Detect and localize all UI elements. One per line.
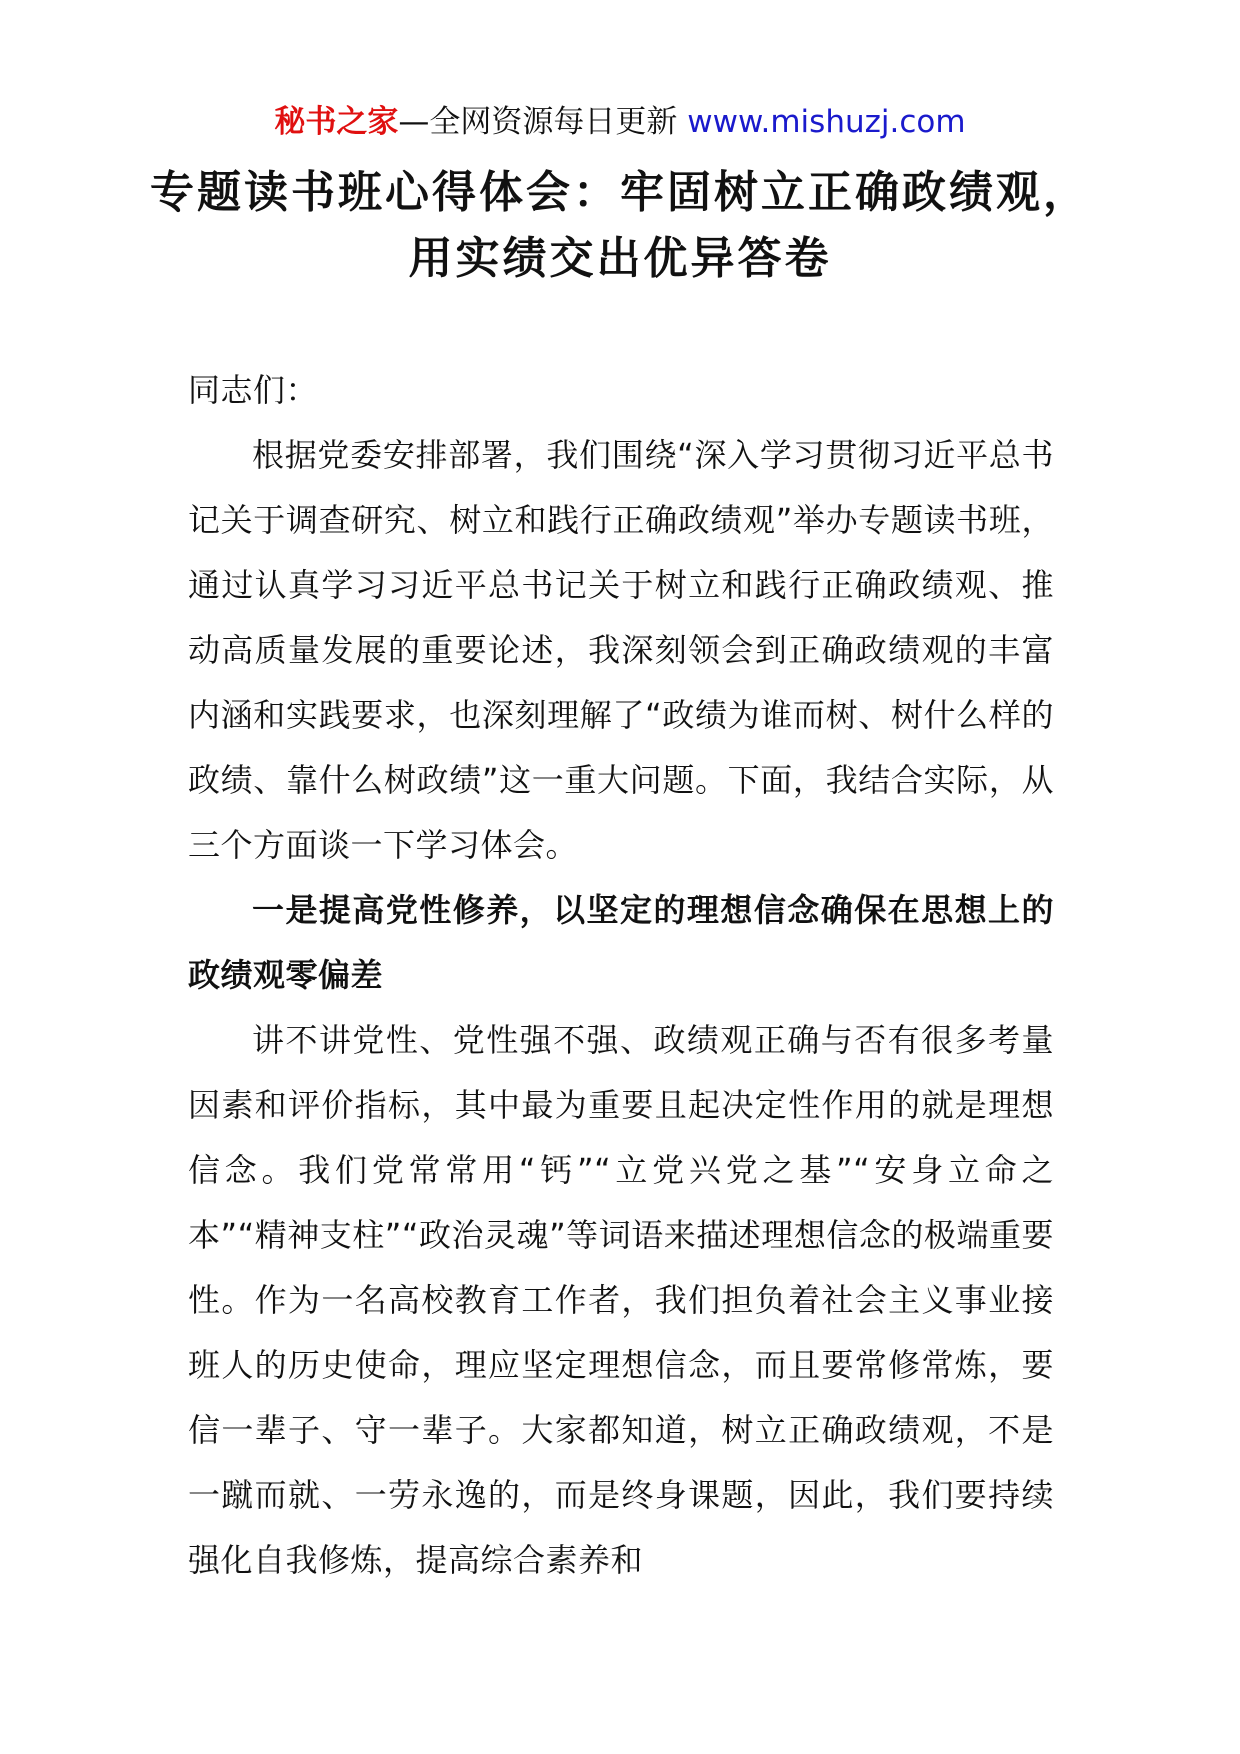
- salutation: 同志们：: [188, 371, 319, 409]
- site-url-link[interactable]: www.mishuzj.com: [687, 104, 966, 140]
- site-header: [0, 100, 1240, 144]
- document-body: [188, 358, 1054, 1593]
- body-paragraph: 讲不讲党性、党性强不强、政绩观正确与否有很多考量因素和评价指标，其中最为重要且起决定性作用的就是理想信念。我们党常常用“钙”“立党兴党之基”“安身立命之本”“精神支柱”“政治灵魂”等词语来描述理想信念的极端重要性。作为一名高校教育工作者，我们担负着社会主义事业接班人的历史使命，理应坚定理想信念，而且要常修常炼，要信一辈子、守一辈子。大家都知道，树立正确政绩观，不是一蹴而就、一劳永逸的，而是终身课题，因此，我们要持续强化自我修炼，提高综合素养和: [188, 1021, 1054, 1579]
- site-tagline: —全网资源每日更新: [398, 104, 678, 140]
- intro-paragraph: 根据党委安排部署，我们围绕“深入学习贯彻习近平总书记关于调查研究、树立和践行正确政绩观”举办专题读书班，通过认真学习习近平总书记关于树立和践行正确政绩观、推动高质量发展的重要论述，我深刻领会到正确政绩观的丰富内涵和实践要求，也深刻理解了“政绩为谁而树、树什么样的政绩、靠什么树政绩”这一重大问题。下面，我结合实际，从三个方面谈一下学习体会。: [188, 436, 1054, 864]
- section-heading: 一是提高党性修养，以坚定的理想信念确保在思想上的政绩观零偏差: [188, 891, 1054, 994]
- document-title: 专题读书班心得体会：牢固树立正确政绩观，用实绩交出优异答卷: [150, 167, 1090, 284]
- brand-name: 秘书之家: [274, 104, 399, 140]
